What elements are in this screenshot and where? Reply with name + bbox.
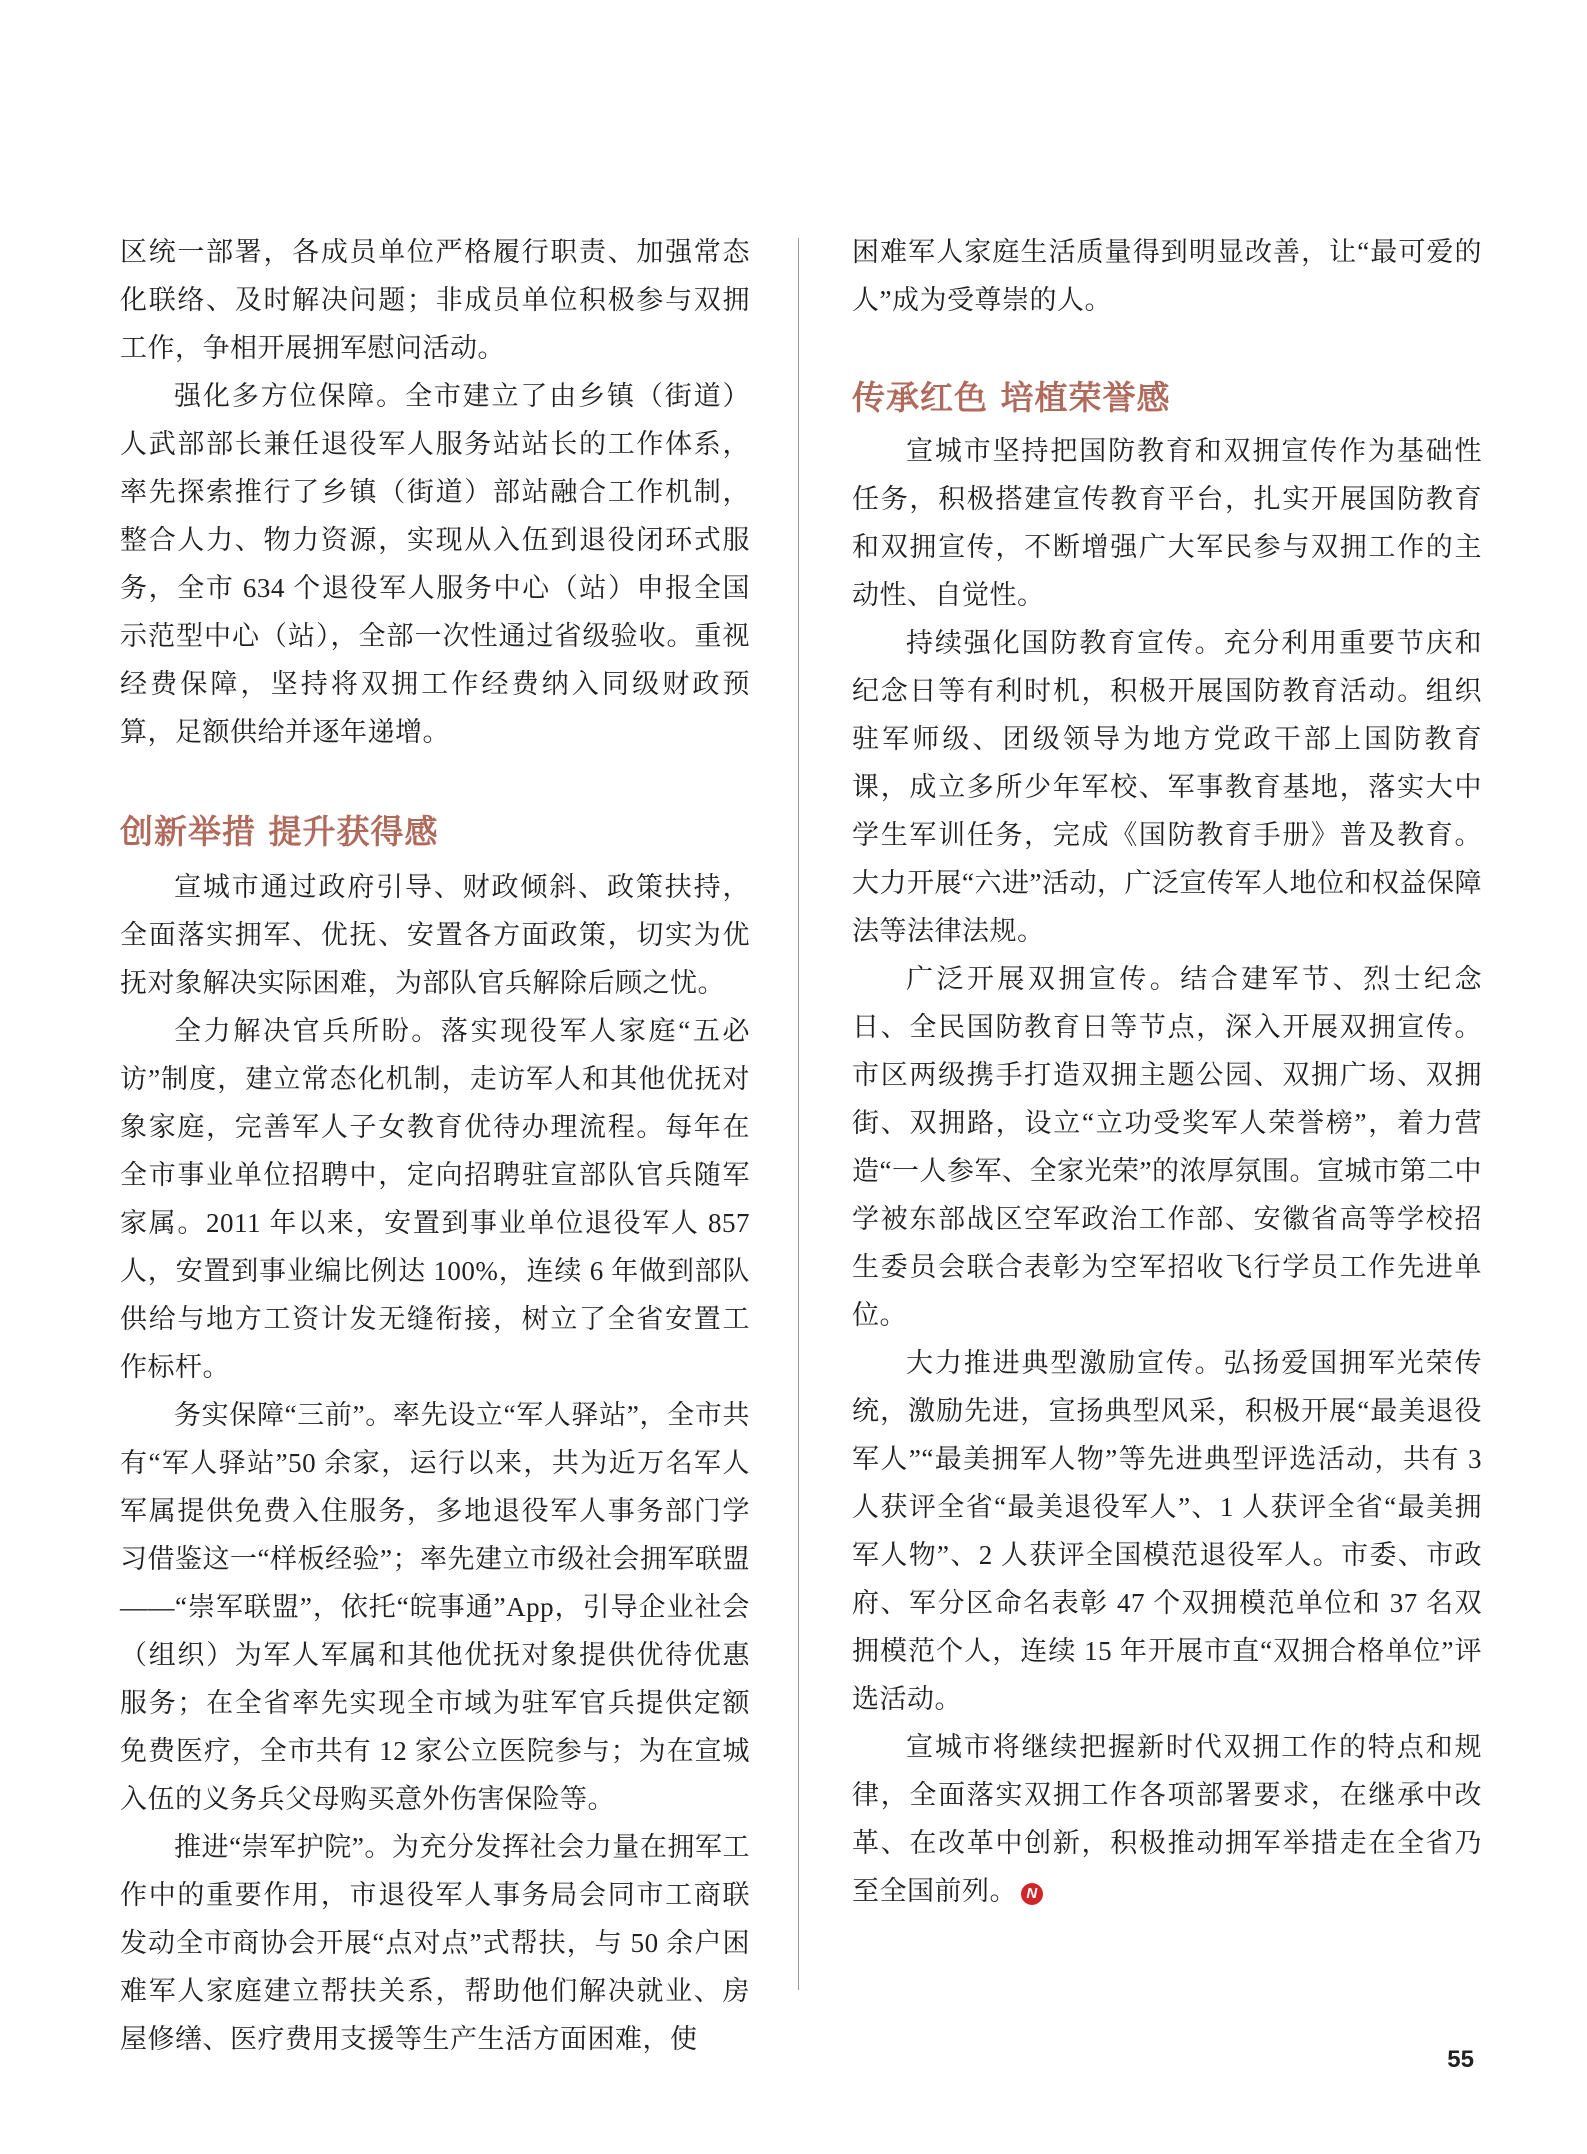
paragraph: 宣城市通过政府引导、财政倾斜、政策扶持，全面落实拥军、优抚、安置各方面政策，切实为优抚对象解决实际困难，为部队官兵解除后顾之忧。 xyxy=(120,872,750,998)
paragraph-text: 宣城市将继续把握新时代双拥工作的特点和规律，全面落实双拥工作各项部署要求，在继承中改革、在改革中创新，积极推动拥军举措走在全省乃至全国前列。 xyxy=(852,1732,1482,1906)
paragraph: 大力推进典型激励宣传。弘扬爱国拥军光荣传统，激励先进，宣扬典型风采，积极开展“最美退役军人”“最美拥军人物”等先进典型评选活动，共有 3 人获评全省“最美退役军人”、1 人获评全省“最美拥军人物”、2 人获评全国模范退役军人。市委、市政府、军分区命名表彰 47 个双拥模范单位和 37 名双拥模范个人，连续 15 年开展市直“双拥合格单位”评选活动。 xyxy=(852,1348,1482,1714)
paragraph-last xyxy=(852,1723,1482,1915)
paragraph: 推进“崇军护院”。为充分发挥社会力量在拥军工作中的重要作用，市退役军人事务局会同市工商联发动全市商协会开展“点对点”式帮扶，与 50 余户困难军人家庭建立帮扶关系，帮助他们解决就业、房屋修缮、医疗费用支援等生产生活方面困难，使 xyxy=(120,1832,750,2054)
paragraph: 广泛开展双拥宣传。结合建军节、烈士纪念日、全民国防教育日等节点，深入开展双拥宣传。市区两级携手打造双拥主题公园、双拥广场、双拥街、双拥路，设立“立功受奖军人荣誉榜”，着力营造“一人参军、全家光荣”的浓厚氛围。宣城市第二中学被东部战区空军政治工作部、安徽省高等学校招生委员会联合表彰为空军招收飞行学员工作先进单位。 xyxy=(852,964,1482,1330)
paragraph: 全力解决官兵所盼。落实现役军人家庭“五必访”制度，建立常态化机制，走访军人和其他优抚对象家庭，完善军人子女教育优待办理流程。每年在全市事业单位招聘中，定向招聘驻宣部队官兵随军家属。2011 年以来，安置到事业单位退役军人 857 人，安置到事业编比例达 100%，连续 6 年做到部队供给与地方工资计发无缝衔接，树立了全省安置工作标杆。 xyxy=(120,1016,750,1382)
page-number: 55 xyxy=(1447,2046,1474,2073)
section-heading: 传承红色 培植荣誉感 xyxy=(852,378,1171,417)
paragraph: 宣城市坚持把国防教育和双拥宣传作为基础性任务，积极搭建宣传教育平台，扎实开展国防教育和双拥宣传，不断增强广大军民参与双拥工作的主动性、自觉性。 xyxy=(852,436,1482,610)
paragraph: 持续强化国防教育宣传。充分利用重要节庆和纪念日等有利时机，积极开展国防教育活动。组织驻军师级、团级领导为地方党政干部上国防教育课，成立多所少年军校、军事教育基地，落实大中学生军训任务，完成《国防教育手册》普及教育。大力开展“六进”活动，广泛宣传军人地位和权益保障法等法律法规。 xyxy=(852,628,1482,946)
paragraph: 困难军人家庭生活质量得到明显改善，让“最可爱的人”成为受尊崇的人。 xyxy=(852,237,1482,315)
section-heading: 创新举措 提升获得感 xyxy=(120,812,439,851)
paragraph: 强化多方位保障。全市建立了由乡镇（街道）人武部部长兼任退役军人服务站站长的工作体系，率先探索推行了乡镇（街道）部站融合工作机制，整合人力、物力资源，实现从入伍到退役闭环式服务，全市 634 个退役军人服务中心（站）申报全国示范型中心（站），全部一次性通过省级验收。重视经费保障，坚持将双拥工作经费纳入同级财政预算，足额供给并逐年递增。 xyxy=(120,381,750,747)
right-column xyxy=(852,228,1482,1915)
left-column xyxy=(120,228,750,2063)
end-mark-icon: N xyxy=(1021,1883,1043,1905)
column-divider xyxy=(798,238,799,1990)
paragraph: 区统一部署，各成员单位严格履行职责、加强常态化联络、及时解决问题；非成员单位积极参与双拥工作，争相开展拥军慰问活动。 xyxy=(120,237,750,363)
paragraph: 务实保障“三前”。率先设立“军人驿站”，全市共有“军人驿站”50 余家，运行以来，共为近万名军人军属提供免费入住服务，多地退役军人事务部门学习借鉴这一“样板经验”；率先建立市级社会拥军联盟——“崇军联盟”，依托“皖事通”App，引导企业社会（组织）为军人军属和其他优抚对象提供优待优惠服务；在全省率先实现全市域为驻军官兵提供定额免费医疗，全市共有 12 家公立医院参与；为在宣城入伍的义务兵父母购买意外伤害保险等。 xyxy=(120,1400,750,1814)
